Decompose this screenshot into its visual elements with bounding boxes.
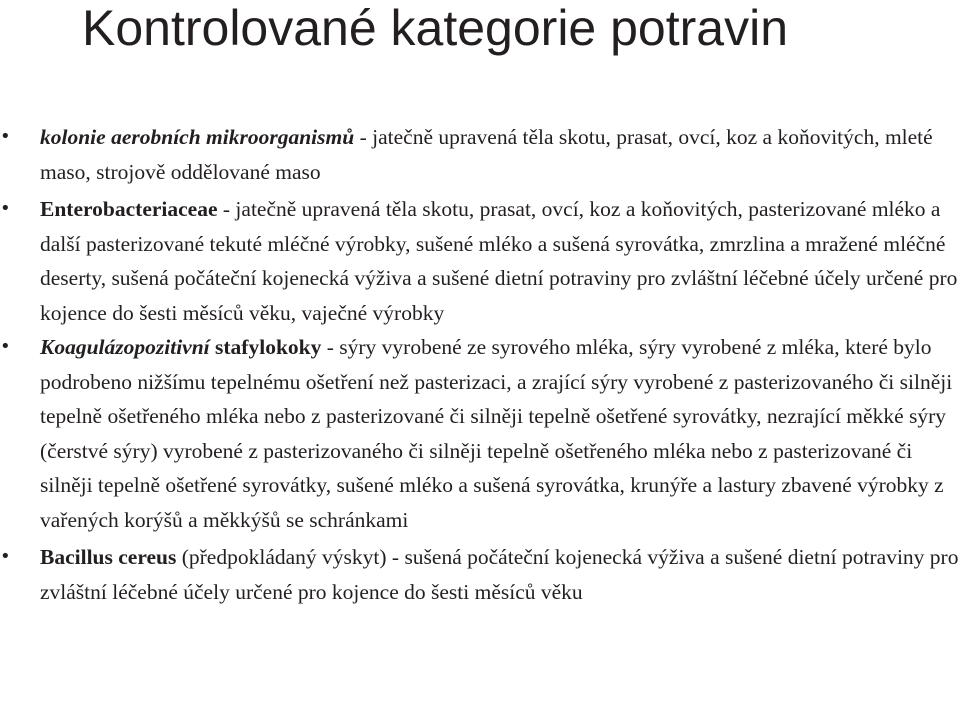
- bullet-icon: •: [0, 126, 11, 147]
- list-item-aerobic-microorganisms: [0, 120, 960, 189]
- list-item-bacillus-cereus: [0, 540, 960, 609]
- item-lead: Bacillus cereus: [40, 545, 177, 569]
- item-text: (předpokládaný výskyt) - sušená počáteční kojenecká výživa a sušené dietní potraviny pro zvláštní léčebné účely určené pro kojence do šesti měsíců věku: [40, 545, 959, 604]
- bullet-icon: •: [0, 336, 11, 357]
- list-item-enterobacteriaceae: [0, 192, 960, 330]
- item-lead: Enterobacteriaceae: [40, 197, 218, 221]
- list-item-staphylococci: [0, 330, 960, 537]
- item-text: - jatečně upravená těla skotu, prasat, ovcí, koz a koňovitých, mleté maso, strojově oddělované maso: [40, 125, 933, 184]
- item-text: - sýry vyrobené ze syrového mléka, sýry vyrobené z mléka, které bylo podrobeno nižšímu tepelnému ošetření než pasterizaci, a zrající sýry vyrobené z pasterizovaného či silněji tepelně ošetřeného mléka nebo z pasterizované či silněji tepelně ošetřené syrovátky, nezrající měkké sýry (čerstvé sýry) vyrobené z pasterizovaného či silněji tepelně ošetřeného mléka nebo z pasterizované či silněji tepelně ošetřené syrovátky, sušené mléko a sušená syrovátka, krunýře a lastury zbavené výrobky z vařených korýšů a měkkýšů se schránkami: [40, 335, 953, 532]
- bullet-list: [0, 120, 960, 609]
- item-lead-bold: stafylokoky: [209, 335, 322, 359]
- slide-title: Kontrolované kategorie potravin: [82, 0, 789, 56]
- bullet-icon: •: [0, 198, 11, 219]
- item-lead: kolonie aerobních mikroorganismů: [40, 125, 355, 149]
- bullet-icon: •: [0, 546, 11, 567]
- item-lead-italic: Koagulázopozitivní: [40, 335, 210, 359]
- item-text: - jatečně upravená těla skotu, prasat, ovcí, koz a koňovitých, pasterizované mléko a další pasterizované tekuté mléčné výrobky, sušené mléko a sušená syrovátka, zmrzlina a mražené mléčné deserty, sušená počáteční kojenecká výživa a sušené dietní potraviny pro zvláštní léčebné účely určené pro kojence do šesti měsíců věku, vaječné výrobky: [40, 197, 958, 325]
